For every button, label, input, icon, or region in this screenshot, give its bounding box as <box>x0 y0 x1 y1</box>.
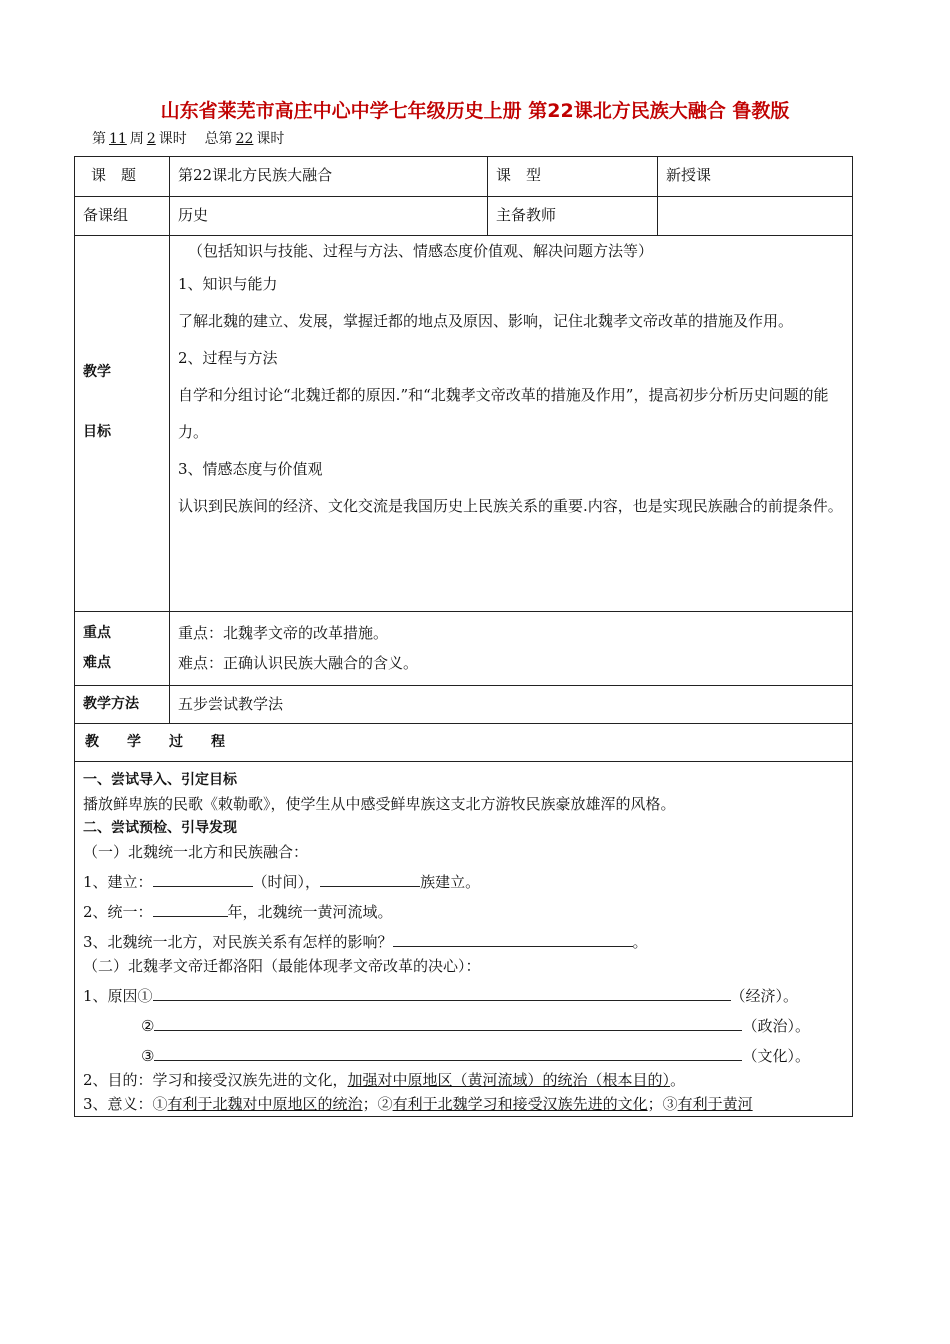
document-title: 山东省莱芜市高庄中心中学七年级历史上册 第22课北方民族大融合 鲁教版 <box>160 100 790 122</box>
step1-text: 播放鲜卑族的民歌《敕勒歌》，使学生从中感受鲜卑族这支北方游牧民族豪放雄浑的风格。 <box>83 795 676 813</box>
blank-influence[interactable] <box>393 924 633 947</box>
group-value: 历史 <box>170 197 488 236</box>
emotion-text: 认识到民族间的经济、文化交流是我国历史上民族关系的重要.内容，也是实现民族融合的前提条件。 <box>178 497 843 515</box>
purpose: 2、目的：学习和接受汉族先进的文化，加强对中原地区（黄河流域）的统治（根本目的）。 <box>83 1071 686 1089</box>
blank-reason-economic[interactable] <box>153 978 731 1001</box>
objectives-intro: （包括知识与技能、过程与方法、情感态度价值观、解决问题方法等） <box>188 242 654 260</box>
teacher-label: 主备教师 <box>488 197 658 236</box>
process-method-text: 自学和分组讨论“北魏迁都的原因.”和“北魏孝文帝改革的措施及作用”，提高初步分析历史问题的能力。 <box>178 386 829 441</box>
question-influence: 3、北魏统一北方，对民族关系有怎样的影响？ 。 <box>83 924 844 954</box>
process-method-title: 2、过程与方法 <box>178 349 278 367</box>
reason-cultural: ③ （文化）。 <box>83 1038 844 1068</box>
blank-time[interactable] <box>153 864 253 887</box>
emotion-title: 3、情感态度与价值观 <box>178 460 323 478</box>
blank-reason-cultural[interactable] <box>154 1038 742 1061</box>
meta-week: 11 <box>109 131 127 147</box>
difficult-point: 难点：正确认识民族大融合的含义。 <box>178 654 419 672</box>
question-founding: 1、建立： （时间）， 族建立。 <box>83 864 844 894</box>
significance: 3、意义：①有利于北魏对中原地区的统治；②有利于北魏学习和接受汉族先进的文化；③有利于黄河 <box>83 1095 753 1113</box>
key-point: 重点：北魏孝文帝的改革措施。 <box>178 624 389 642</box>
lesson-meta <box>92 128 284 148</box>
teacher-value <box>658 197 853 236</box>
knowledge-text: 了解北魏的建立、发展，掌握迁都的地点及原因、影响，记住北魏孝文帝改革的措施及作用。 <box>178 312 794 330</box>
topic-value: 第22课北方民族大融合 <box>170 157 488 197</box>
meta-period: 2 <box>146 131 156 147</box>
keypoints-content <box>170 612 853 686</box>
question-unification: 2、统一： 年，北魏统一黄河流域。 <box>83 894 844 924</box>
meta-period-suffix: 课时 <box>158 131 187 147</box>
process-content <box>75 762 853 1117</box>
type-label: 课 型 <box>488 157 658 197</box>
objectives-label: 教学 目标 <box>75 236 170 612</box>
reason-political: ② （政治）。 <box>83 1008 844 1038</box>
type-value: 新授课 <box>658 157 853 197</box>
meta-total-prefix: 总第 <box>204 131 233 147</box>
method-value: 五步尝试教学法 <box>170 686 853 724</box>
subsection-1: （一）北魏统一北方和民族融合： <box>83 843 309 861</box>
objectives-content <box>170 236 853 612</box>
meta-total: 22 <box>235 131 254 147</box>
step1-title: 一、尝试导入、引定目标 <box>83 772 237 788</box>
blank-year[interactable] <box>153 894 228 917</box>
reason-economic: 1、原因① （经济）。 <box>83 978 844 1008</box>
keypoints-label: 重点 难点 <box>75 612 170 686</box>
lesson-plan-table <box>74 156 853 1117</box>
group-label: 备课组 <box>75 197 170 236</box>
process-header: 教 学 过 程 <box>75 724 853 762</box>
subsection-2: （二）北魏孝文帝迁都洛阳（最能体现孝文帝改革的决心）： <box>83 957 481 975</box>
meta-total-suffix: 课时 <box>256 131 285 147</box>
knowledge-title: 1、知识与能力 <box>178 275 278 293</box>
topic-label: 课 题 <box>75 157 170 197</box>
method-label: 教学方法 <box>75 686 170 724</box>
blank-reason-political[interactable] <box>154 1008 742 1031</box>
meta-week-suffix: 周 <box>129 131 144 147</box>
meta-prefix: 第 <box>92 131 106 147</box>
blank-tribe[interactable] <box>320 864 420 887</box>
step2-title: 二、尝试预检、引导发现 <box>83 820 237 836</box>
